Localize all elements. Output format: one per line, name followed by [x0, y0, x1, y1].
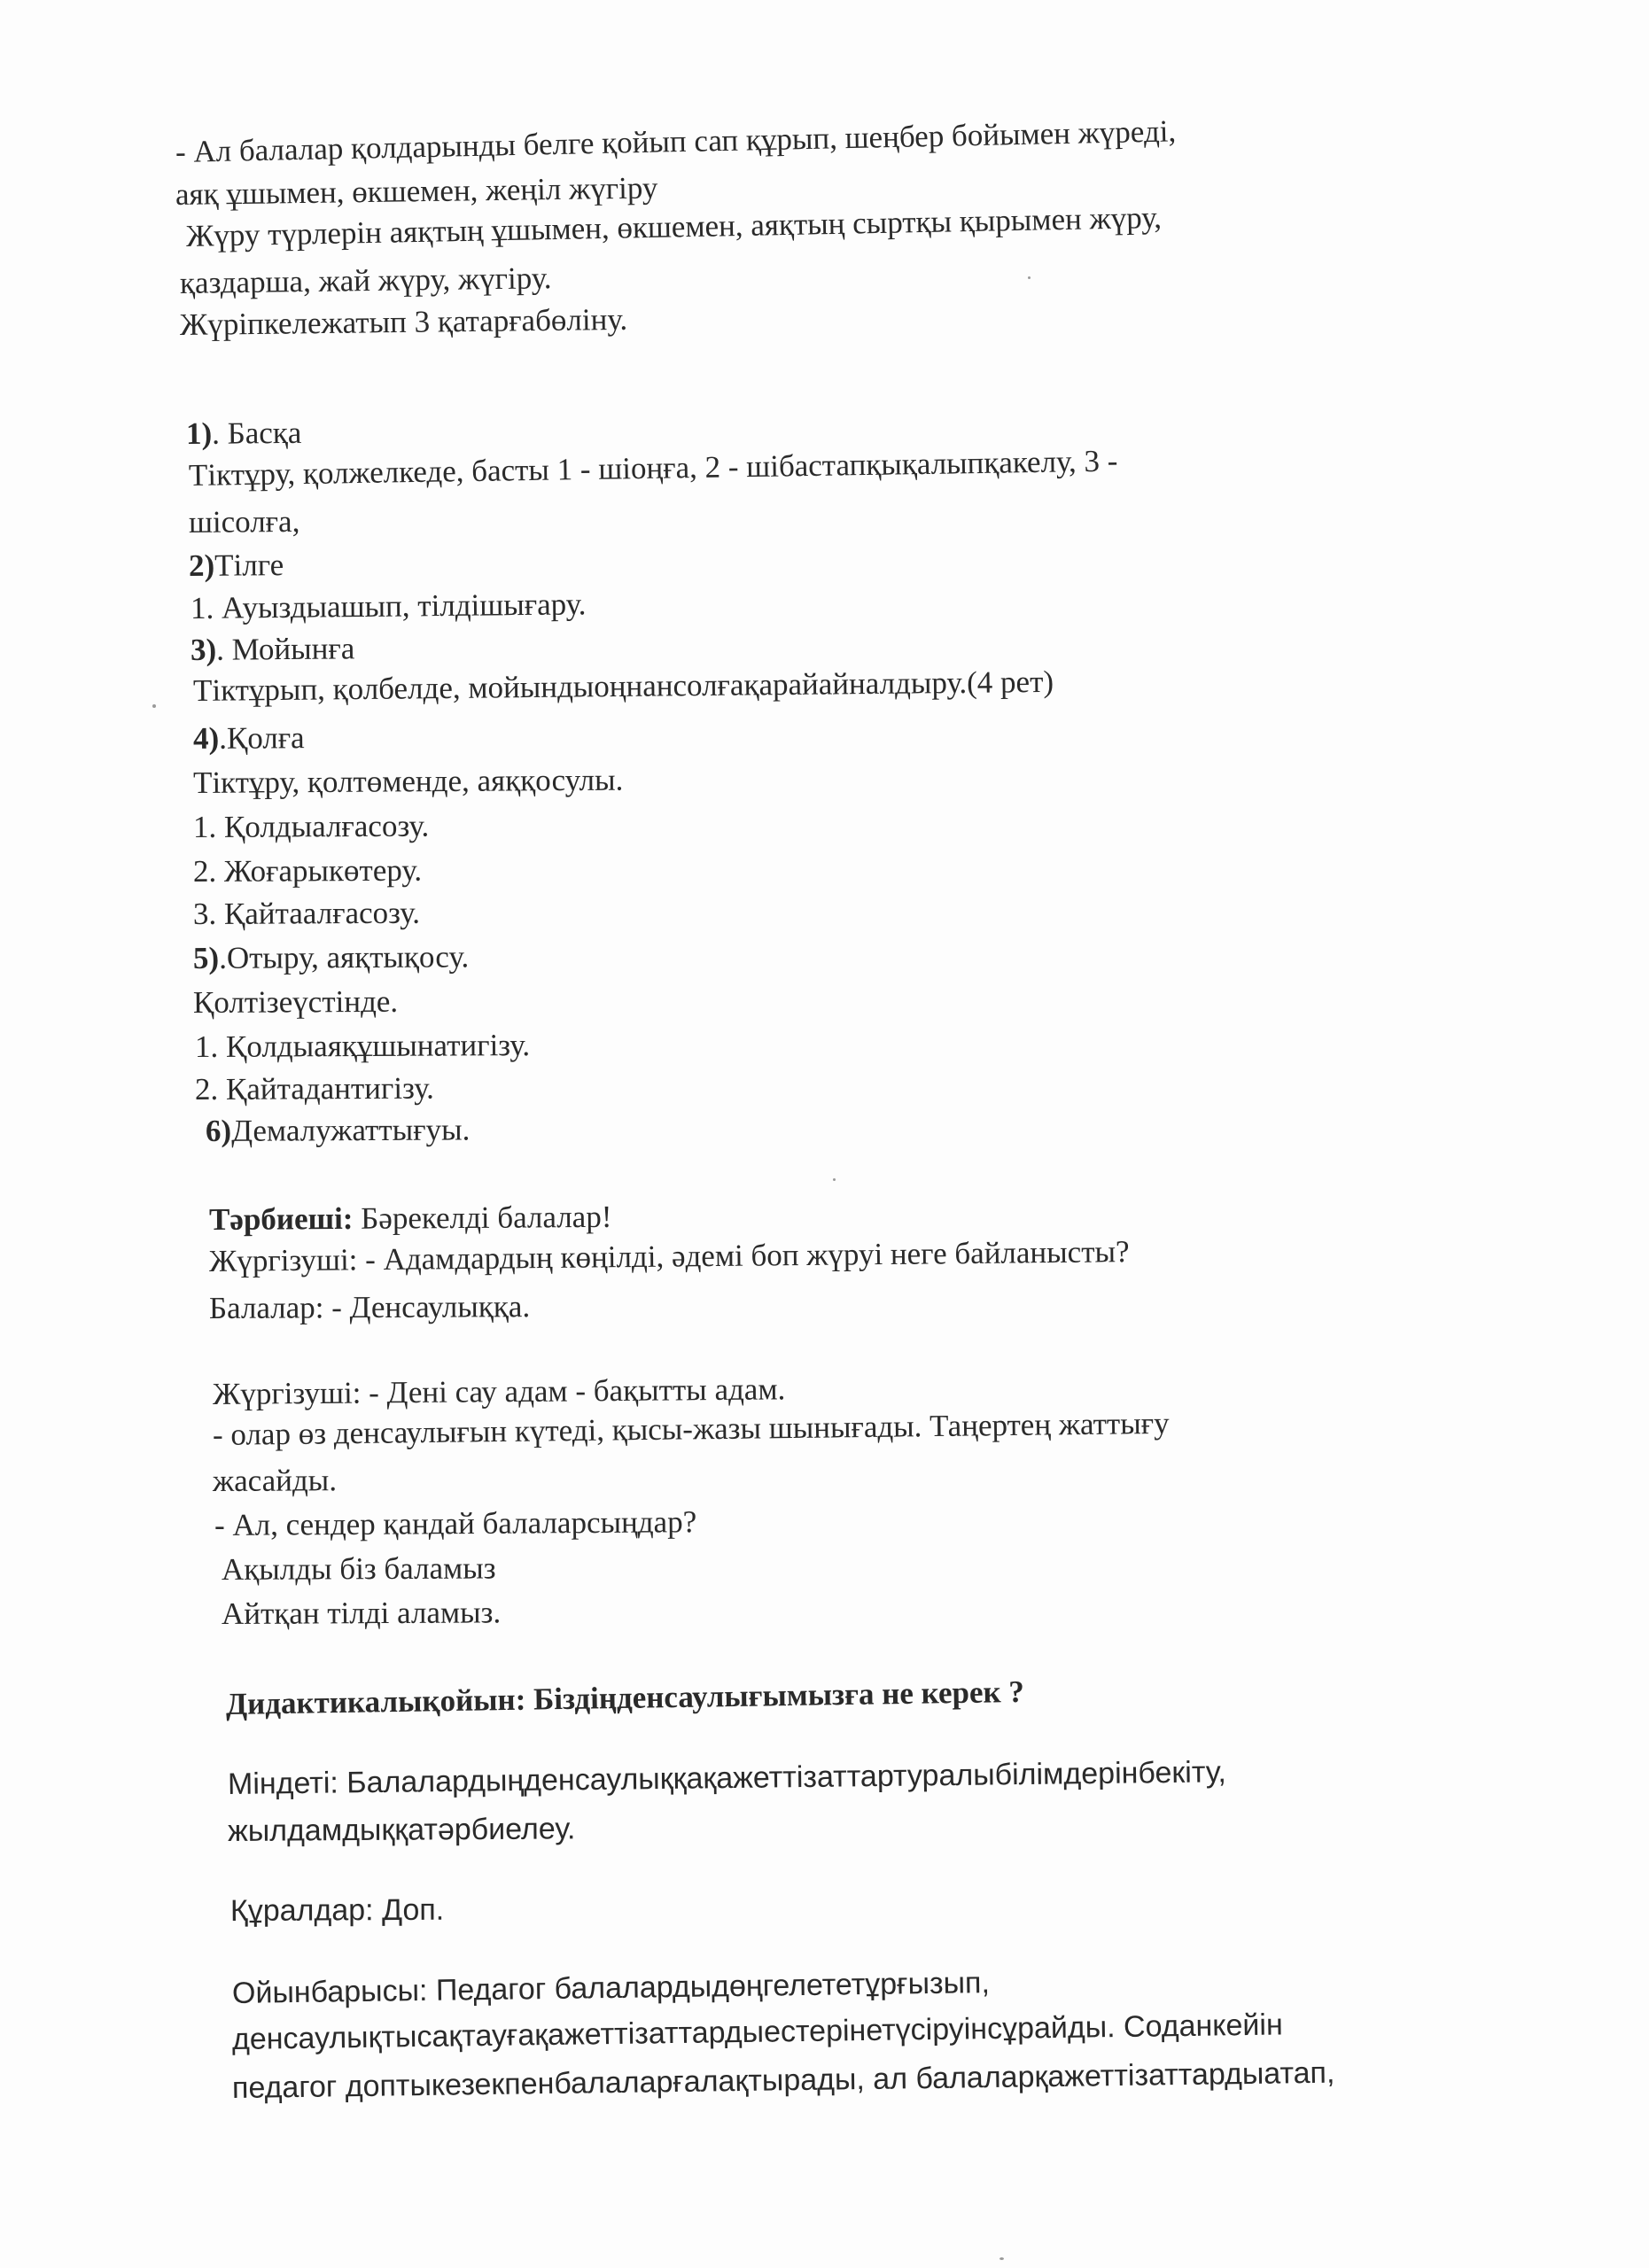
exercise-arm-heading [193, 718, 305, 758]
game-task-line-2: жылдамдыққатәрбиелеу. [227, 1812, 576, 1848]
exercise-head-number: 1) [185, 416, 213, 451]
dialog-line-3: Жүргізуші: - Дені сау адам - бақытты адам. [212, 1371, 786, 1411]
exercise-arm-line-3: 2. Жоғарыкөтеру. [192, 852, 423, 889]
exercise-arm-title: .Қолға [219, 720, 305, 756]
exercise-head-title: . Басқа [211, 415, 302, 451]
exercise-sit-number: 5) [192, 940, 220, 975]
exercise-neck-line-1: Тіктұрып, қолбелде, мойындыоңнансолғақарайайналдыру.(4 рет) [192, 664, 1054, 708]
game-task-line-1: Міндеті: Балалардыңденсаулыққақажеттізаттартуралыбілімдерінбекіту, [227, 1755, 1227, 1801]
exercise-neck-title: . Мойынға [215, 631, 355, 667]
warmup-line-4: қаздарша, жай жүру, жүгіру. [179, 260, 552, 300]
teacher-line [209, 1198, 612, 1239]
scan-speck [1028, 276, 1031, 279]
dialog-line-1: Жүргізуші: - Адамдардың көңілді, әдемі боп жүруі неге байланысты? [208, 1234, 1130, 1278]
dialog-line-7: Ақылды біз баламыз [221, 1550, 496, 1587]
exercise-neck-number: 3) [190, 632, 217, 667]
exercise-sit-line-2: 1. Қолдыаяқұшынатигізу. [194, 1028, 531, 1064]
exercise-head-line-2: шісолға, [188, 503, 300, 540]
exercise-rest-heading [206, 1110, 471, 1151]
dialog-line-6: - Ал, сендер қандай балаларсыңдар? [214, 1504, 697, 1542]
exercise-sit-line-1: Қолтізеүстінде. [192, 983, 399, 1020]
exercise-tongue-line-1: 1. Ауыздыашып, тілдішығару. [190, 586, 587, 625]
scan-speck [833, 1178, 836, 1181]
exercise-tongue-heading [189, 546, 284, 586]
exercise-head-line-1: Тіктұру, қолжелкеде, басты 1 - шіоңға, 2 - шібастапқықалыпқакелу, 3 - [188, 443, 1118, 493]
exercise-rest-title: Демалужаттығуы. [231, 1112, 471, 1148]
exercise-neck-heading [191, 629, 355, 670]
dialog-line-2: Балалар: - Денсаулыққа. [208, 1289, 531, 1325]
game-process-line-2: денсаулықтысақтауғақажеттізаттардыестерінетүсіруінсұрайды. Соданкейін [231, 2008, 1283, 2056]
exercise-head-heading [186, 414, 302, 454]
warmup-line-5: Жүріпкележатып 3 қатарғабөліну. [179, 301, 628, 342]
game-title: Дидактикалықойын: Біздіңденсаулығымызға не керек ? [225, 1674, 1025, 1721]
game-process-line-1: Ойынбарысы: Педагог балалардыдөңгелететұрғызып, [231, 1966, 991, 2010]
dialog-line-8: Айтқан тілді аламыз. [221, 1595, 502, 1631]
dialog-line-4: - олар өз денсаулығын күтеді, қысы-жазы шынығады. Таңертең жаттығу [212, 1405, 1170, 1452]
exercise-arm-line-1: Тіктұру, қолтөменде, аяққосулы. [192, 762, 624, 800]
warmup-line-2: аяқ ұшымен, өкшемен, жеңіл жүгіру [175, 170, 658, 212]
warmup-line-3: Жүру түрлерін аяқтың ұшымен, өкшемен, аяқтың сыртқы қырымен жүру, [185, 199, 1163, 253]
dialog-line-5: жасайды. [212, 1463, 338, 1498]
exercise-tongue-number: 2) [188, 548, 215, 583]
exercise-sit-title: .Отыру, аяқтықосу. [219, 939, 470, 975]
exercise-arm-line-2: 1. Қолдыалғасозу. [192, 808, 430, 844]
scan-speck [152, 704, 156, 708]
game-tools: Құралдар: Доп. [229, 1892, 445, 1928]
teacher-text: Бәрекелді балалар! [353, 1199, 612, 1236]
exercise-tongue-title: Тілге [214, 548, 284, 583]
exercise-arm-line-4: 3. Қайтаалғасозу. [192, 895, 421, 931]
scan-speck [1000, 2257, 1004, 2260]
warmup-line-1: - Ал балалар қолдарынды белге қойып сап құрып, шеңбер бойымен жүреді, [175, 113, 1177, 169]
exercise-rest-number: 6) [205, 1113, 232, 1148]
exercise-arm-number: 4) [192, 720, 220, 756]
teacher-label: Тәрбиеші: [208, 1200, 354, 1237]
exercise-sit-heading [193, 937, 469, 978]
game-process-line-3: педагог доптыкезекпенбалаларғалақтырады, ал балаларқажеттізаттардыатап, [231, 2055, 1335, 2105]
exercise-sit-line-3: 2. Қайтадантигізу. [194, 1070, 434, 1107]
